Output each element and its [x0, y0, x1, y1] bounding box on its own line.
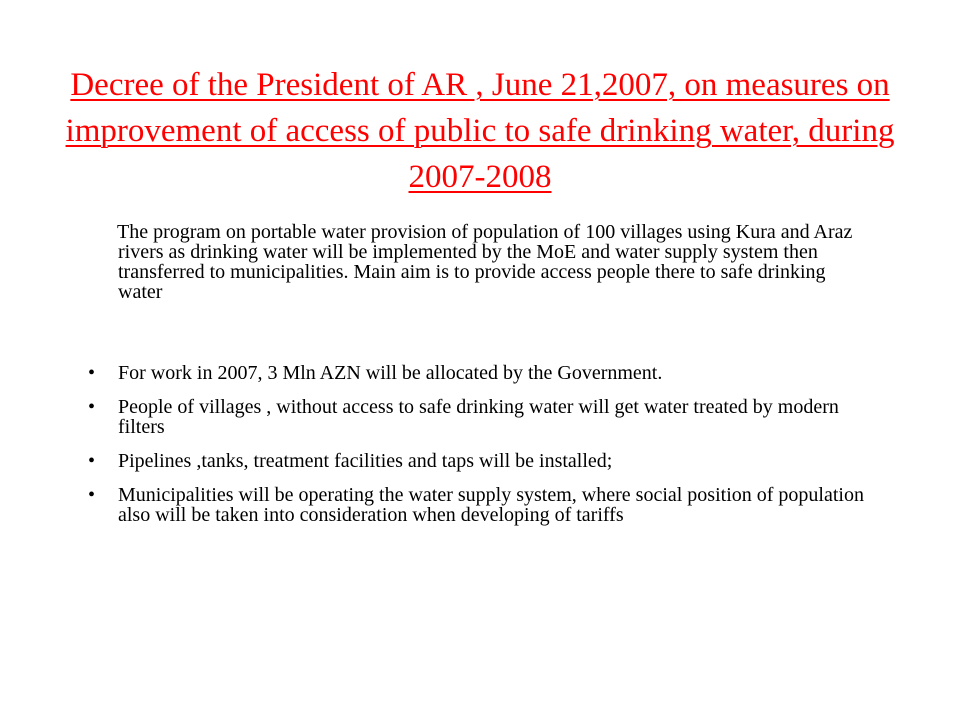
bullet-item	[88, 363, 888, 383]
bullet-item	[88, 485, 888, 525]
slide-title: Decree of the President of AR , June 21,2007, on measures on improvement of access of public to safe drinking water, during 2007-2008	[65, 67, 895, 195]
bullet-item	[88, 397, 888, 437]
bullet-text: Pipelines ,tanks, treatment facilities and taps will be installed;	[118, 450, 613, 472]
bullet-icon: •	[88, 450, 96, 472]
bullet-icon: •	[88, 396, 96, 418]
bullet-icon: •	[88, 484, 96, 506]
bullet-icon: •	[88, 362, 96, 384]
bullet-list	[88, 363, 888, 539]
bullet-item	[88, 451, 888, 471]
intro-paragraph: The program on portable water provision of population of 100 villages using Kura and Araz rivers as drinking water will be implemented by the MoE and water supply system then transferred to municipalities. Main aim is to provide access people there to safe drinking water	[117, 221, 853, 303]
bullet-text: People of villages , without access to safe drinking water will get water treated by modern filters	[118, 396, 839, 438]
bullet-text: Municipalities will be operating the water supply system, where social position of population also will be taken into consideration when developing of tariffs	[118, 484, 864, 526]
bullet-text: For work in 2007, 3 Mln AZN will be allocated by the Government.	[118, 362, 663, 384]
